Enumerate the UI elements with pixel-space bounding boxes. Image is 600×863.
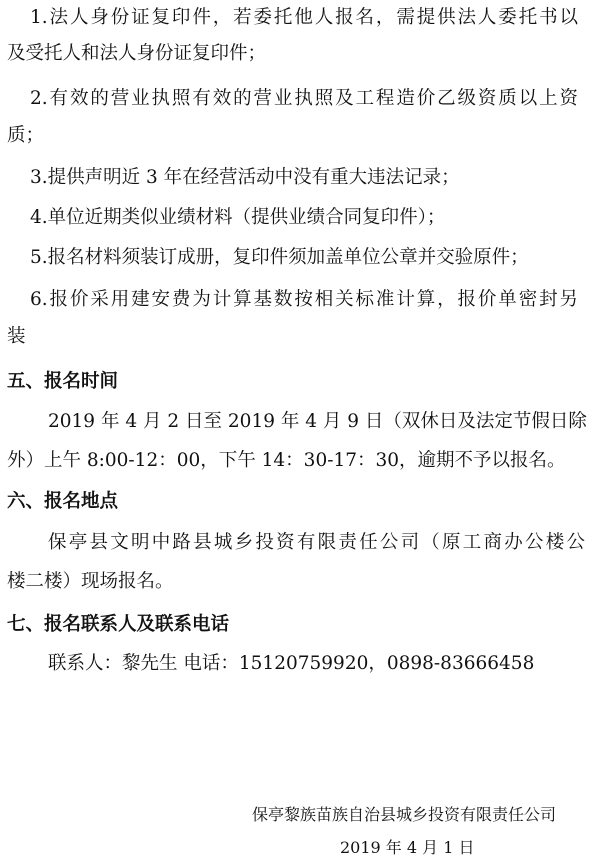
section-6-heading: 六、报名地点 (7, 491, 119, 512)
section-5-heading: 五、报名时间 (7, 371, 119, 392)
section-7-heading: 七、报名联系人及联系电话 (7, 614, 230, 635)
requirement-4: 4.单位近期类似业绩材料（提供业绩合同复印件）； (30, 207, 446, 228)
section-5-line-1: 2019 年 4 月 2 日至 2019 年 4 月 9 日（双休日及法定节假日除 (48, 411, 587, 432)
requirement-1-line-2: 及受托人和法人身份证复印件； (7, 43, 267, 64)
signature-company: 保亭黎族苗族自治县城乡投资有限责任公司 (252, 805, 557, 824)
signature-date: 2019 年 4 月 1 日 (340, 838, 475, 857)
section-6-line-1: 保亭县文明中路县城乡投资有限责任公司（原工商办公楼公 (48, 532, 585, 553)
requirement-2-line-1: 2.有效的营业执照有效的营业执照及工程造价乙级资质以上资 (30, 88, 578, 109)
section-6-line-2: 楼二楼）现场报名。 (7, 571, 174, 592)
requirement-3: 3.提供声明近 3 年在经营活动中没有重大违法记录； (30, 167, 460, 188)
section-5-line-2: 外）上午 8:00-12：00，下午 14：30-17：30，逾期不予以报名。 (7, 450, 566, 471)
requirement-1-line-1: 1.法人身份证复印件，若委托他人报名，需提供法人委托书以 (30, 7, 578, 28)
contact-line: 联系人：黎先生 电话：15120759920，0898-83666458 (48, 653, 535, 674)
requirement-6-line-1: 6.报价采用建安费为计算基数按相关标准计算，报价单密封另 (30, 289, 578, 310)
requirement-2-line-2: 质； (7, 125, 45, 146)
requirement-5: 5.报名材料须装订成册，复印件须加盖单位公章并交验原件； (30, 247, 529, 268)
requirement-6-line-2: 装 (7, 326, 26, 347)
